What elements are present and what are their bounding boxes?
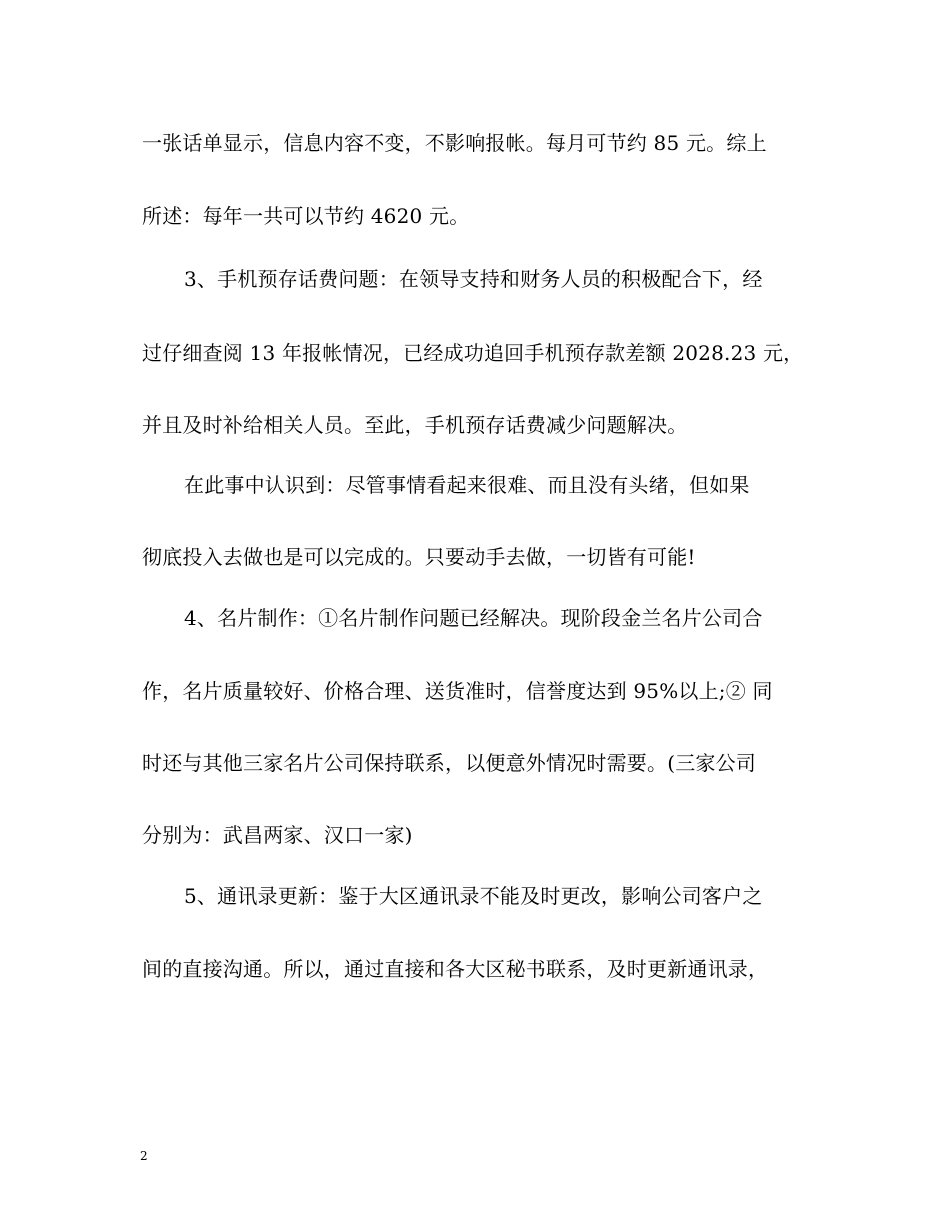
text-line: 在此事中认识到：尽管事情看起来很难、而且没有头绪，但如果 [184, 473, 750, 497]
text-line: 所述：每年一共可以节约 4620 元。 [142, 204, 470, 228]
text-line: 5、通讯录更新：鉴于大区通讯录不能及时更改，影响公司客户之 [184, 884, 763, 908]
text-line: 3、手机预存话费问题：在领导支持和财务人员的积极配合下，经 [184, 267, 763, 291]
text-line: 彻底投入去做也是可以完成的。只要动手去做，一切皆有可能! [142, 545, 696, 569]
text-line: 一张话单显示，信息内容不变，不影响报帐。每月可节约 85 元。综上 [142, 131, 767, 155]
text-line: 4、名片制作：①名片制作问题已经解决。现阶段金兰名片公司合 [184, 606, 763, 630]
page-number: 2 [140, 1149, 148, 1163]
text-line: 作，名片质量较好、价格合理、送货准时，信誉度达到 95%以上;② 同 [142, 679, 773, 703]
text-line: 分别为：武昌两家、汉口一家) [142, 823, 413, 847]
text-line: 间的直接沟通。所以，通过直接和各大区秘书联系，及时更新通讯录， [142, 957, 769, 981]
text-line: 并且及时补给相关人员。至此，手机预存话费减少问题解决。 [142, 413, 688, 437]
text-line: 过仔细查阅 13 年报帐情况，已经成功追回手机预存款差额 2028.23 元， [142, 341, 804, 365]
text-line: 时还与其他三家名片公司保持联系，以便意外情况时需要。(三家公司 [142, 751, 757, 775]
